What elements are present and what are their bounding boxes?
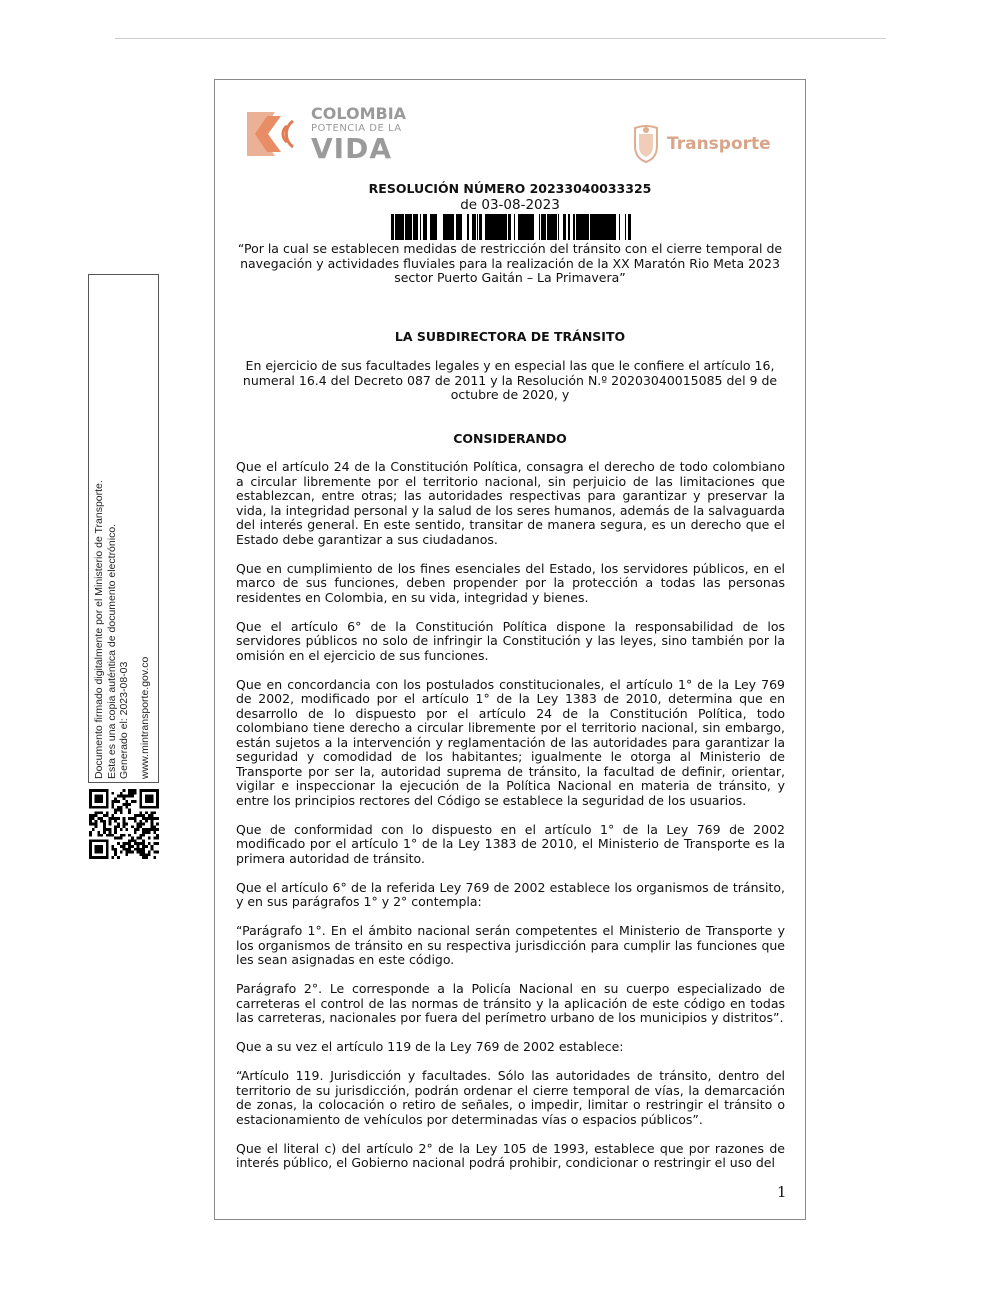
transporte-label: Transporte xyxy=(667,134,771,154)
resolution-number: RESOLUCIÓN NÚMERO 20233040033325 xyxy=(368,181,652,196)
digital-signature-sidebar xyxy=(88,274,159,783)
barcode-image xyxy=(391,214,631,240)
paragraph: Parágrafo 2°. Le corresponde a la Policía Nacional en su cuerpo especializado de carreteras el control de las normas de tránsito y la aplicación de este código en todas las carreteras, nacionales por fuera del perímetro urbano de los municipios y distritos”. xyxy=(236,981,785,1025)
authority-heading: LA SUBDIRECTORA DE TRÁNSITO xyxy=(394,329,626,344)
paragraph: Que de conformidad con lo dispuesto en el artículo 1° de la Ley 769 de 2002 modificado por el artículo 1° de la Ley 1383 de 2010, el Ministerio de Transporte es la primera autoridad de tránsito. xyxy=(236,821,785,866)
sidebar-line-authentic: Esta es una copia auténtica de documento electrónico. xyxy=(105,523,118,779)
coat-of-arms-icon xyxy=(629,124,663,164)
logo-text-potencia: POTENCIA DE LA xyxy=(311,123,402,134)
transporte-logo xyxy=(629,124,771,164)
paragraph: “Artículo 119. Jurisdicción y facultades. Sólo las autoridades de tránsito, dentro del territorio de su jurisdicción, podrán ordenar el cierre temporal de vías, la demarcación de zonas, la colocación o retiro de señales, o impedir, limitar o restringir el tránsito o estacionamiento de vehículos por determinadas vías o espacios públicos”. xyxy=(236,1068,785,1127)
sidebar-line-generated: Generado el: 2023-08-03 xyxy=(118,661,130,779)
colombia-vida-logo xyxy=(241,102,411,166)
logo-text-colombia: COLOMBIA xyxy=(311,104,407,123)
document-page xyxy=(214,79,806,1220)
intro-paragraph: En ejercicio de sus facultades legales y en especial las que le confiere el artículo 16, numeral 16.4 del Decreto 087 de 2011 y la Resolución N.º 20203040015085 del 9 de octubre de 2020, y xyxy=(242,358,778,402)
sidebar-line-website: www.mintransporte.gov.co xyxy=(138,656,151,779)
colombia-logo-icon xyxy=(241,106,305,162)
resolution-subject: “Por la cual se establecen medidas de restricción del tránsito con el cierre temporal de navegación y actividades fluviales para la realización de la XX Maratón Rio Meta 2023 sector Puerto Gaitán – La Primavera” xyxy=(237,241,783,285)
paragraph: Que el artículo 6° de la Constitución Política dispone la responsabilidad de los servidores públicos no solo de infringir la Constitución y las leyes, sino también por la omisión en el ejercicio de sus funciones. xyxy=(236,618,785,663)
paragraph: Que el literal c) del artículo 2° de la Ley 105 de 1993, establece que por razones de interés público, el Gobierno nacional podrá prohibir, condicionar o restringir el uso del xyxy=(236,1140,785,1170)
paragraph: “Parágrafo 1°. En el ámbito nacional serán competentes el Ministerio de Transporte y los organismos de tránsito en su respectiva jurisdicción para cumplir las funciones que les sean asignadas en este código. xyxy=(236,923,785,967)
paragraph: Que a su vez el artículo 119 de la Ley 769 de 2002 establece: xyxy=(236,1039,624,1054)
logo-text-vida: VIDA xyxy=(311,132,392,165)
considerations-body xyxy=(236,460,785,1185)
resolution-date: de 03-08-2023 xyxy=(460,197,560,213)
qr-code-image xyxy=(89,789,159,859)
sidebar-line-signed: Documento firmado digitalmente por el Ministerio de Transporte. xyxy=(93,480,105,779)
paragraph: Que en cumplimiento de los fines esenciales del Estado, los servidores públicos, en el marco de sus funciones, deben propender por la protección a todas las personas residentes en Colombia, en su vida, integridad y bienes. xyxy=(236,560,785,605)
top-divider xyxy=(115,38,886,39)
page-number: 1 xyxy=(777,1183,787,1201)
paragraph: Que el artículo 24 de la Constitución Política, consagra el derecho de todo colombiano a circular libremente por el territorio nacional, sin perjuicio de las limitaciones que establezcan, entre otras; las autoridades respectivas para garantizar y preservar la vida, la integridad personal y la salud de los seres humanos, además de la salvaguarda del interés general. En este sentido, transitar de manera segura, es un derecho que el Estado debe garantizar a sus ciudadanos. xyxy=(236,459,785,547)
paragraph: Que en concordancia con los postulados constitucionales, el artículo 1° de la Ley 769 de 2002, modificado por el artículo 1° de la Ley 1383 de 2010, determina que en desarrollo de lo dispuesto por el artículo 24 de la Constitución Política, todo colombiano tiene derecho a circular libremente por el territorio nacional, sin embargo, están sujetos a la intervención y reglamentación de las autoridades para garantizar la seguridad y comodidad de los habitantes; igualmente le otorga al Ministerio de Transporte por ser la, autoridad suprema de tránsito, la facultad de definir, orientar, vigilar e inspeccionar la ejecución de la Política Nacional en materia de tránsito, y entre los principios rectores del Código se establece la seguridad de los usuarios. xyxy=(236,676,785,808)
considering-heading: CONSIDERANDO xyxy=(453,431,567,446)
paragraph: Que el artículo 6° de la referida Ley 769 de 2002 establece los organismos de tránsito, y en sus parágrafos 1° y 2° contempla: xyxy=(236,879,785,909)
